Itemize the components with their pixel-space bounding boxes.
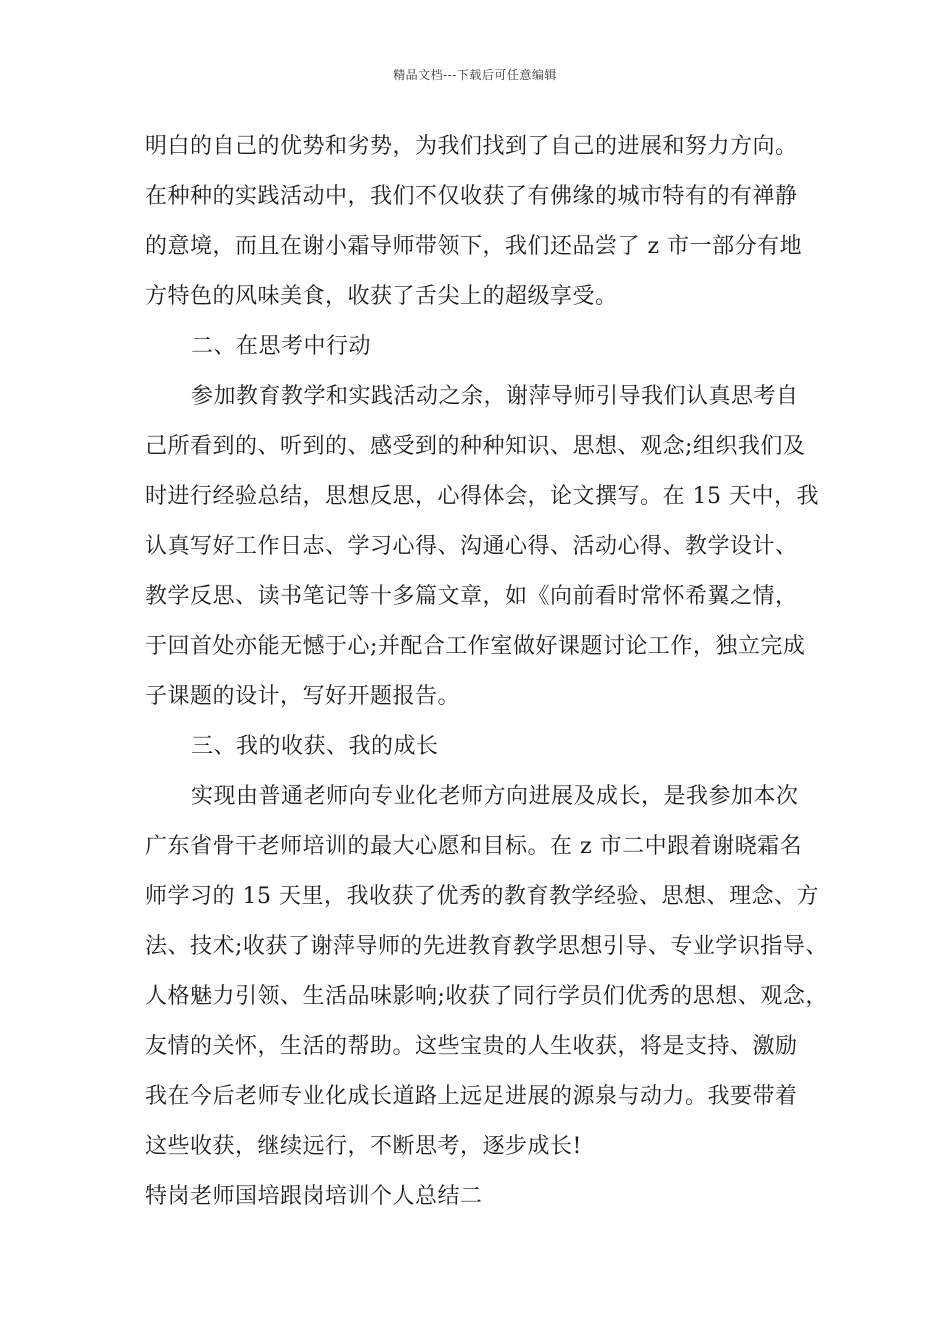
text-line: 的意境，而且在谢小霜导师带领下，我们还品尝了 z 市一部分有地 (145, 234, 803, 259)
text-line: 法、技术;收获了谢萍导师的先进教育教学思想引导、专业学识指导、 (145, 934, 828, 959)
document-title-next: 特岗老师国培跟岗培训个人总结二 (145, 1184, 483, 1209)
text-line: 在种种的实践活动中，我们不仅收获了有佛缘的城市特有的有禅静 (145, 184, 798, 209)
text-line: 实现由普通老师向专业化老师方向进展及成长，是我参加本次 (191, 784, 799, 809)
text-line: 友情的关怀，生活的帮助。这些宝贵的人生收获，将是支持、激励 (145, 1034, 798, 1059)
section-heading: 三、我的收获、我的成长 (191, 734, 439, 759)
text-line: 参加教育教学和实践活动之余，谢萍导师引导我们认真思考自 (191, 384, 799, 409)
section-heading: 二、在思考中行动 (191, 334, 372, 359)
text-line: 子课题的设计，写好开题报告。 (145, 684, 461, 709)
text-line: 时进行经验总结，思想反思，心得体会，论文撰写。在 15 天中，我 (145, 484, 819, 509)
text-line: 方特色的风味美食，收获了舌尖上的超级享受。 (145, 284, 618, 309)
text-line: 己所看到的、听到的、感受到的种种知识、思想、观念;组织我们及 (145, 434, 806, 459)
text-line: 这些收获，继续远行，不断思考，逐步成长! (145, 1134, 582, 1159)
text-line: 人格魅力引领、生活品味影响;收获了同行学员们优秀的思想、观念， (145, 984, 828, 1009)
text-line: 认真写好工作日志、学习心得、沟通心得、活动心得、教学设计、 (145, 534, 798, 559)
text-line: 我在今后老师专业化成长道路上远足进展的源泉与动力。我要带着 (145, 1084, 798, 1109)
text-line: 广东省骨干老师培训的最大心愿和目标。在 z 市二中跟着谢晓霜名 (145, 834, 803, 859)
document-body (145, 129, 828, 1229)
text-line: 教学反思、读书笔记等十多篇文章，如《向前看时常怀希翼之情， (145, 584, 798, 609)
text-line: 于回首处亦能无憾于心;并配合工作室做好课题讨论工作，独立完成 (145, 634, 806, 659)
page-header: 精品文档---下载后可任意编辑 (393, 68, 557, 82)
text-line: 明白的自己的优势和劣势，为我们找到了自己的进展和努力方向。 (145, 134, 798, 159)
text-line: 师学习的 15 天里，我收获了优秀的教育教学经验、思想、理念、方 (145, 884, 819, 909)
